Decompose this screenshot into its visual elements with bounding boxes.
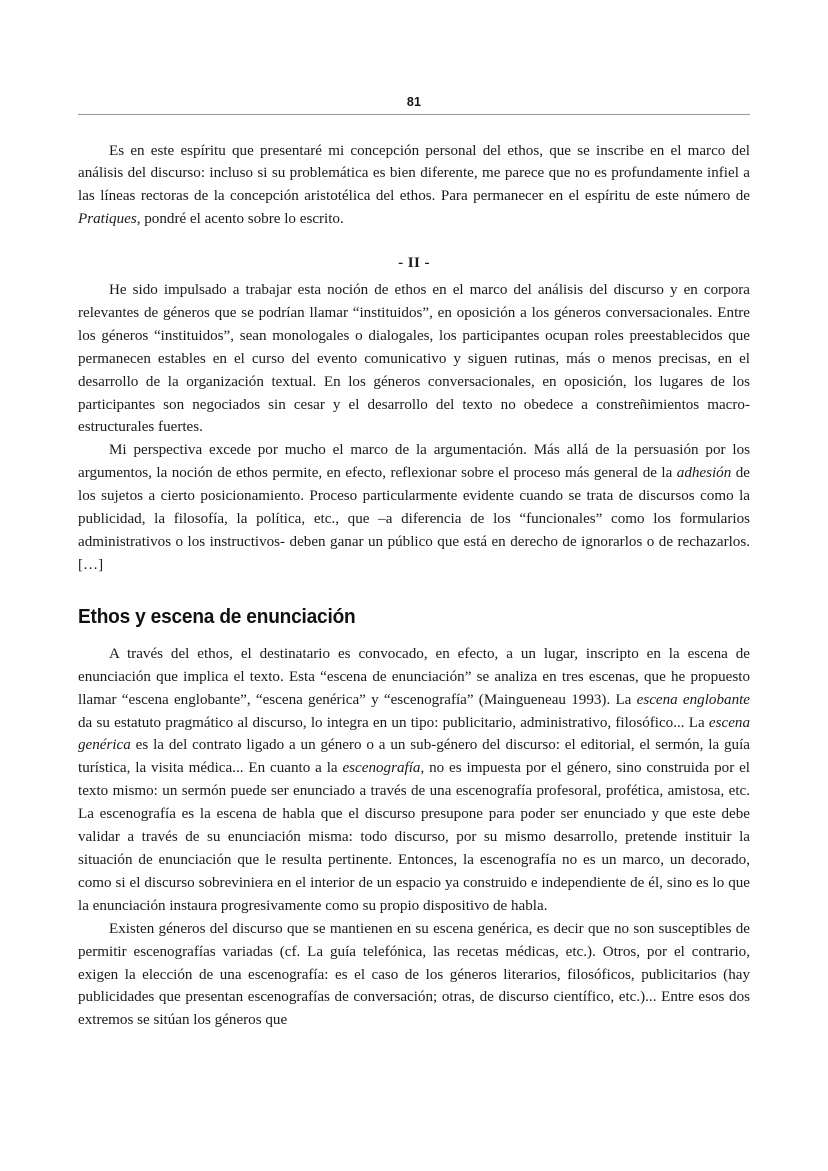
- paragraph-1: [78, 140, 750, 232]
- paragraph-4-text-b: da su estatuto pragmático al discurso, lo integra en un tipo: publicitario, administrativo, filosófico... La: [78, 714, 709, 731]
- paragraph-1-text-a: Es en este espíritu que presentaré mi concepción personal del ethos, que se inscribe en el marco del análisis del discurso: incluso si su problemática es bien diferente, me parece que no es profundamente infiel a las líneas rectoras de la concepción aristotélica del ethos. Para permanecer en el espíritu de este número de: [78, 142, 750, 205]
- paragraph-4-italic-escena-englobante: escena englobante: [636, 691, 751, 708]
- paragraph-3-text-b: de los sujetos a cierto posicionamiento. Proceso particularmente evidente cuando se trata de discursos como la publicidad, la filosofía, la política, etc., que –a diferencia de los “funcionales” como los formularios administrativos o los instructivos- deben ganar un público que está en derecho de ignorarlos o de rechazarlos. […]: [78, 465, 750, 573]
- page-number: 81: [406, 95, 422, 109]
- paragraph-5: Existen géneros del discurso que se mantienen en su escena genérica, es decir que no son susceptibles de permitir escenografías variadas (cf. La guía telefónica, las recetas médicas, etc.). Otros, por el contrario, exigen la elección de una escenografía: es el caso de los géneros literarios, filosóficos, publicitarios (hay publicidades que presentan escenografías de conversación; otras, de discurso científico, etc.)... Entre esos dos extremos se sitúan los géneros que: [78, 920, 750, 1029]
- paragraph-4-text-a: A través del ethos, el destinatario es convocado, en efecto, a un lugar, inscripto en la escena de enunciación que implica el texto. Esta “escena de enunciación” se analiza en tres escenas, que he propuesto llamar “escena englobante”, “escena genérica” y “escenografía” (Maingueneau 1993). La: [78, 645, 750, 708]
- spacer-after-header: [78, 115, 750, 140]
- page-content: [78, 0, 750, 1032]
- paragraph-3-text-a: Mi perspectiva excede por mucho el marco de la argumentación. Más allá de la persuasión por los argumentos, la noción de ethos permite, en efecto, reflexionar sobre el proceso más general de la: [78, 442, 750, 482]
- paragraph-4-text-d: , no es impuesta por el género, sino construida por el texto mismo: un sermón puede ser enunciado a través de una escenografía profesoral, profética, amistosa, etc. La escenografía es la escena de habla que el discurso presupone para poder ser enunciado y que este debe validar a través de su enunciación misma: todo discurso, por su mismo desarrollo, pretende instituir la situación de enunciación que le resulta pertinente. Entonces, la escenografía no es un marco, un decorado, como si el discurso sobreviniera en el interior de un espacio ya construido e independiente de él, sino es lo que la enunciación instaura progresivamente como su propio dispositivo de habla.: [78, 760, 750, 914]
- paragraph-4-italic-escenografia: escenografía: [342, 760, 421, 777]
- paragraph-3-italic-adhesion: adhesión: [676, 465, 732, 482]
- paragraph-1-text-b: , pondré el acento sobre lo escrito.: [136, 211, 344, 228]
- paragraph-1-italic-pratiques: Pratiques: [78, 211, 137, 228]
- running-head: [78, 0, 750, 115]
- paragraph-3: [78, 439, 750, 576]
- section-divider-label: - II -: [398, 255, 430, 272]
- section-heading: Ethos y escena de enunciación: [78, 604, 356, 628]
- paragraph-4-italic-escena-generica: escena genérica: [78, 714, 750, 754]
- paragraph-2: He sido impulsado a trabajar esta noción de ethos en el marco del análisis del discurso y en corpora relevantes de géneros que se podrían llamar “instituidos”, en oposición a los géneros conversacionales. Entre los géneros “instituidos”, sean monologales o dialogales, los participantes ocupan roles preestablecidos que permanecen estables en el curso del evento comunicativo y siguen rutinas, más o menos precisas, en el desarrollo de la organización textual. En los géneros conversacionales, en oposición, los lugares de los participantes son negociados sin cesar y el desarrollo del texto no obedece a constreñimientos macro-estructurales fuertes.: [78, 282, 750, 436]
- paragraph-4-text-c: es la del contrato ligado a un género o a un sub-género del discurso: el editorial, el sermón, la guía turística, la visita médica... En cuanto a la: [78, 737, 750, 777]
- paragraph-4: [78, 643, 750, 918]
- section-divider-mark: [78, 231, 750, 279]
